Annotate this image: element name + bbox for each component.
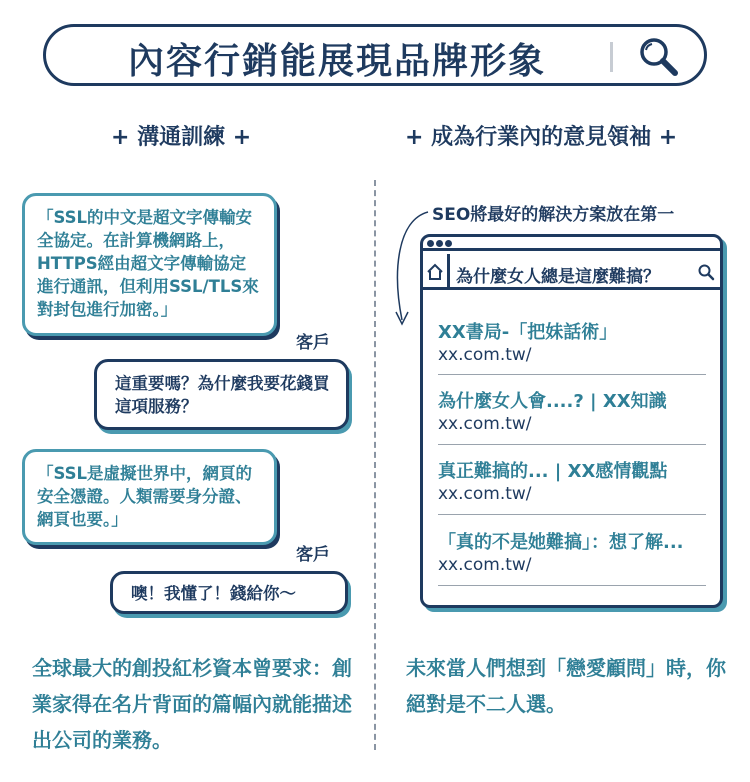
chat-bubble-simple-explanation: 「SSL是虛擬世界中，網頁的安全憑證。人類需要身分證、網頁也要。」 xyxy=(22,449,277,545)
result-divider xyxy=(438,514,706,515)
result-divider xyxy=(438,585,706,586)
search-result-url: xx.com.tw/ xyxy=(438,414,532,434)
window-dot xyxy=(436,240,443,247)
result-divider xyxy=(438,444,706,445)
chat-bubble-question: 這重要嗎？為什麼我要花錢買這項服務？ xyxy=(94,359,349,430)
search-result-url: xx.com.tw/ xyxy=(438,484,532,504)
window-dot xyxy=(445,240,452,247)
search-result-title[interactable]: XX書局-「把妹話術」 xyxy=(438,322,618,343)
address-separator xyxy=(447,254,450,290)
search-query[interactable]: 為什麼女人總是這麼難搞？ xyxy=(456,267,660,287)
search-result-url: xx.com.tw/ xyxy=(438,555,532,575)
seo-label: SEO將最好的解決方案放在第一 xyxy=(432,205,675,225)
result-divider xyxy=(438,374,706,375)
center-divider xyxy=(374,180,376,750)
window-dot xyxy=(427,240,434,247)
search-result-title[interactable]: 「真的不是她難搞」：想了解... xyxy=(438,532,684,553)
chat-bubble-answer: 噢！我懂了！錢給你～ xyxy=(110,571,348,614)
home-icon[interactable] xyxy=(425,262,445,282)
search-result-title[interactable]: 真正難搞的... | XX感情觀點 xyxy=(438,461,668,482)
search-result-url: xx.com.tw/ xyxy=(438,345,532,365)
search-icon xyxy=(636,34,680,78)
section-header-opinion-leader: + 成為行業內的意見領袖 + xyxy=(405,125,678,150)
chat-bubble-explanation: 「SSL的中文是超文字傳輸安全協定。在計算機網路上，HTTPS經由超文字傳輸協定進行通訊，但利用SSL/TLS來對封包進行加密。」 xyxy=(22,193,277,336)
right-caption: 未來當人們想到「戀愛顧問」時，你絕對是不二人選。 xyxy=(406,656,726,716)
section-header-communication: + 溝通訓練 + xyxy=(111,125,252,150)
search-result-title[interactable]: 為什麼女人會....? | XX知識 xyxy=(438,391,667,412)
speaker-label: 客戶 xyxy=(296,545,330,565)
left-caption: 全球最大的創投紅杉資本曾要求：創業家得在名片背面的篇幅內就能描述出公司的業務。 xyxy=(32,656,352,752)
browser-topbar xyxy=(423,237,720,251)
page-title: 內容行銷能展現品牌形象 xyxy=(128,41,547,82)
search-icon[interactable] xyxy=(697,263,715,281)
speaker-label: 客戶 xyxy=(296,333,330,353)
title-divider xyxy=(610,42,613,72)
